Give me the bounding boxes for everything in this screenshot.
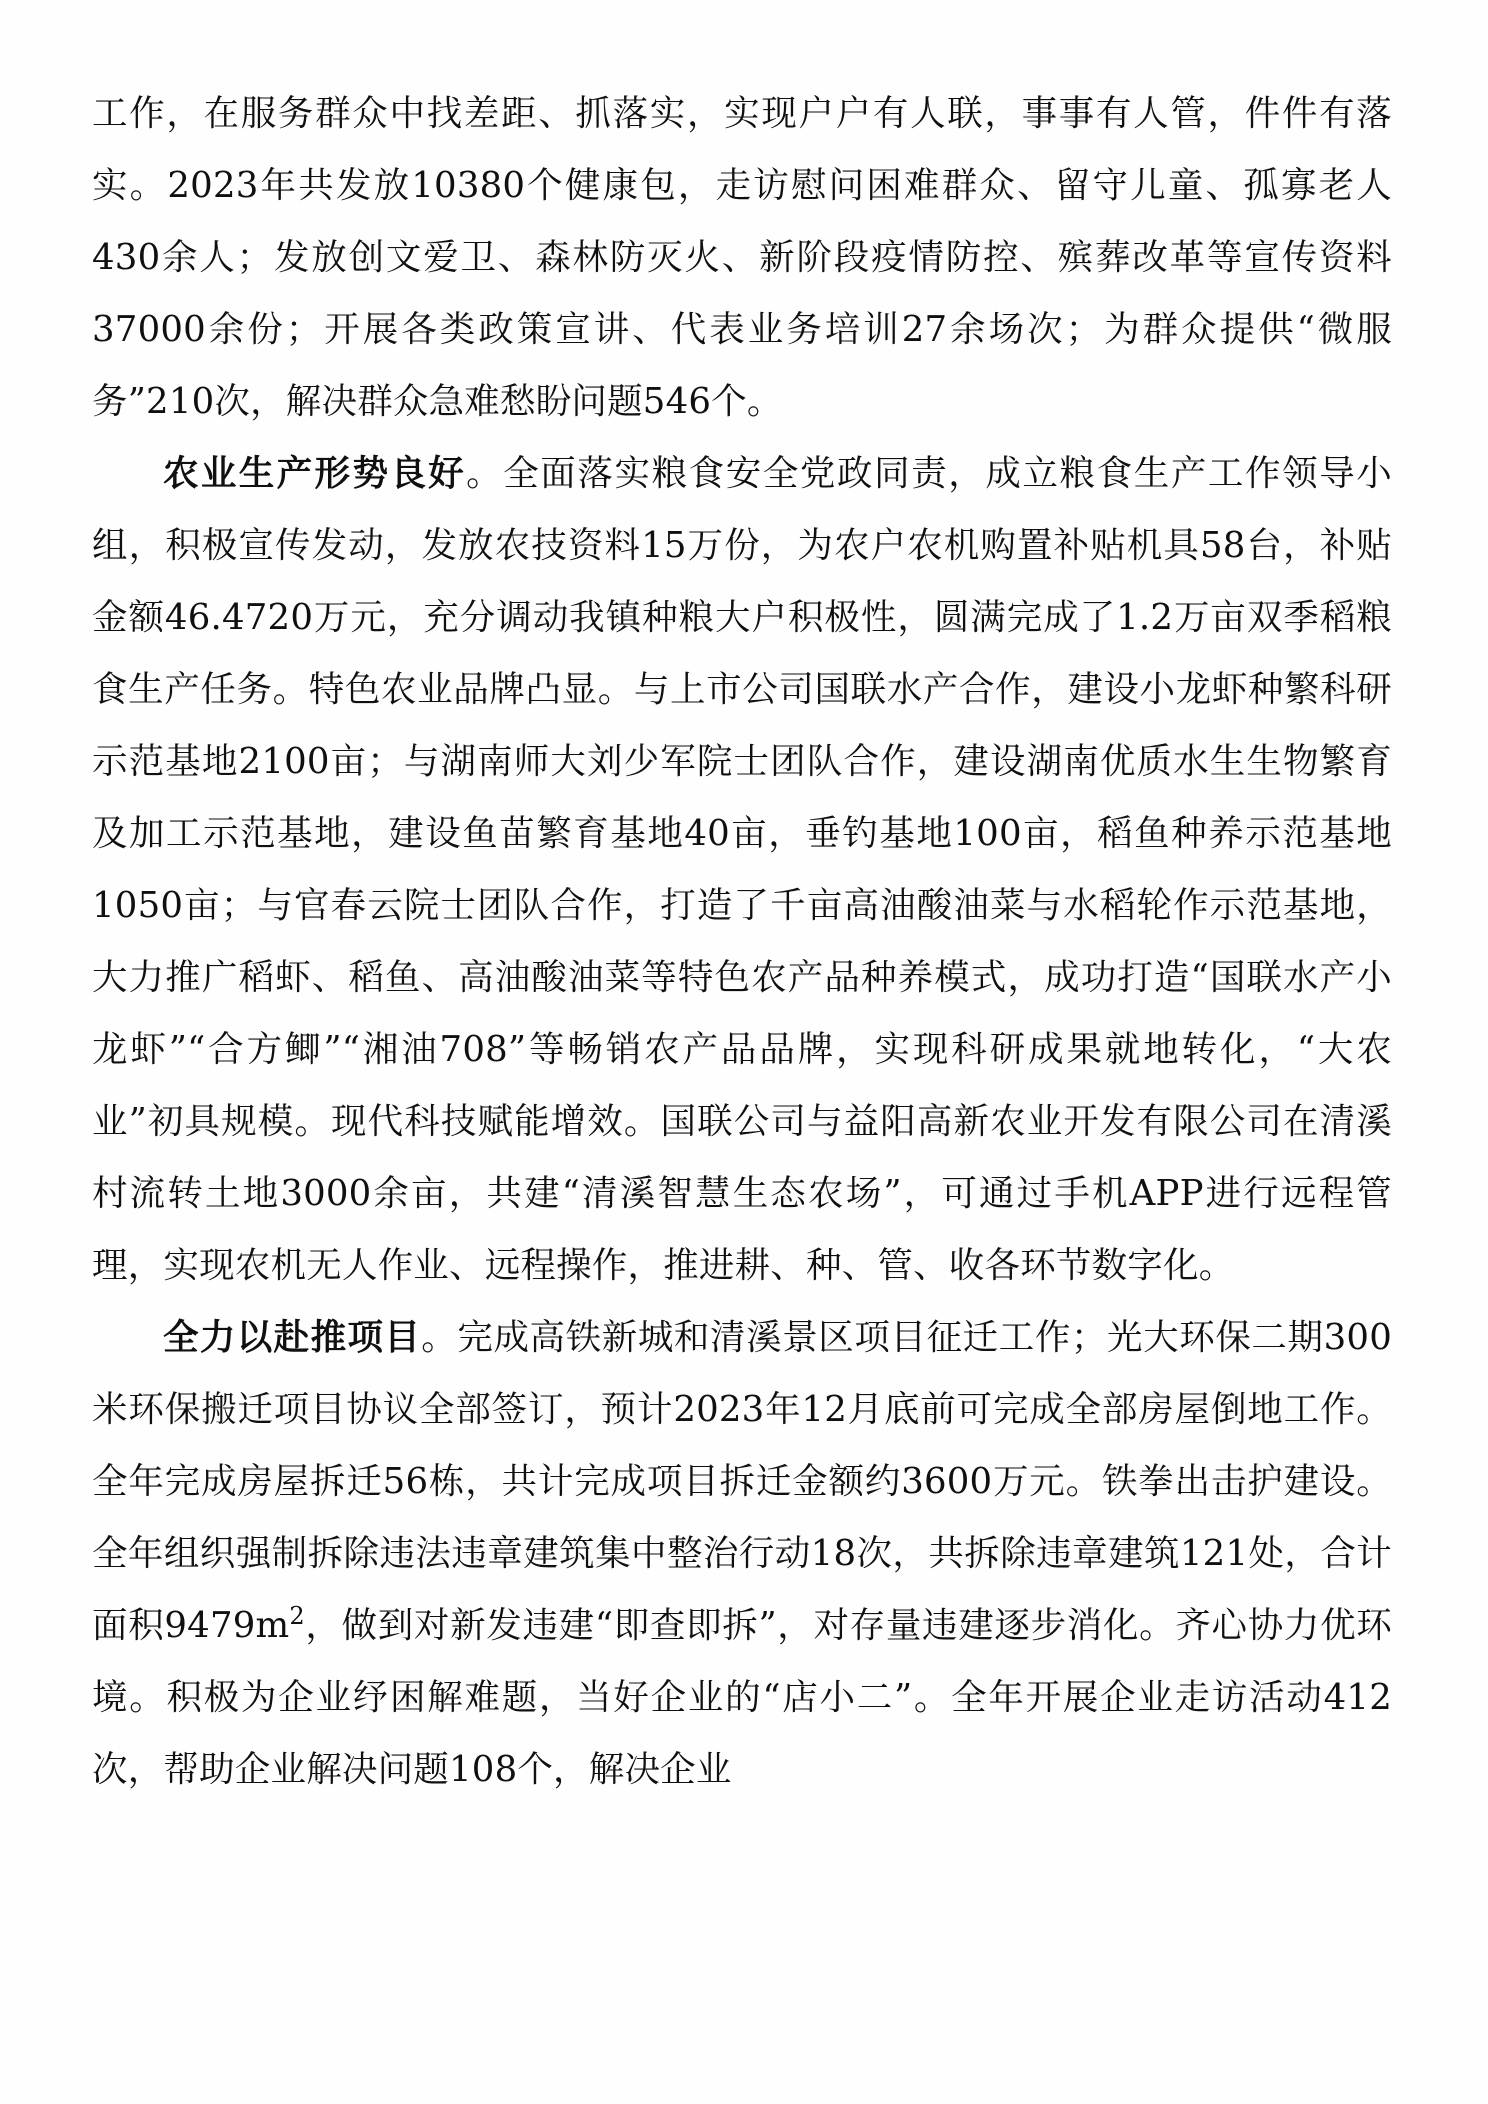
square-meter-superscript: 2	[289, 1602, 305, 1631]
paragraph-agriculture-heading: 农业生产形势良好	[163, 453, 467, 494]
paragraph-projects	[92, 1302, 1392, 1806]
paragraph-agriculture	[92, 438, 1392, 1302]
paragraph-projects-text-after-superscript: ，做到对新发违建“即查即拆”，对存量违建逐步消化。齐心协力优环境。积极为企业纾困解难题，当好企业的“店小二”。全年开展企业走访活动412次，帮助企业解决问题108个，解决企业	[92, 1605, 1392, 1790]
page-body	[92, 78, 1392, 1806]
paragraph-projects-text-before-superscript: 。完成高铁新城和清溪景区项目征迁工作；光大环保二期300米环保搬迁项目协议全部签订，预计2023年12月底前可完成全部房屋倒地工作。全年完成房屋拆迁56栋，共计完成项目拆迁金额约3600万元。铁拳出击护建设。全年组织强制拆除违法违章建筑集中整治行动18次，共拆除违章建筑121处，合计面积9479m	[92, 1317, 1392, 1646]
paragraph-projects-heading: 全力以赴推项目	[163, 1317, 422, 1358]
paragraph-agriculture-text: 。全面落实粮食安全党政同责，成立粮食生产工作领导小组，积极宣传发动，发放农技资料15万份，为农户农机购置补贴机具58台，补贴金额46.4720万元，充分调动我镇种粮大户积极性，圆满完成了1.2万亩双季稻粮食生产任务。特色农业品牌凸显。与上市公司国联水产合作，建设小龙虾种繁科研示范基地2100亩；与湖南师大刘少军院士团队合作，建设湖南优质水生生物繁育及加工示范基地，建设鱼苗繁育基地40亩，垂钓基地100亩，稻鱼种养示范基地1050亩；与官春云院士团队合作，打造了千亩高油酸油菜与水稻轮作示范基地，大力推广稻虾、稻鱼、高油酸油菜等特色农产品种养模式，成功打造“国联水产小龙虾”“合方鲫”“湘油708”等畅销农产品品牌，实现科研成果就地转化，“大农业”初具规模。现代科技赋能增效。国联公司与益阳高新农业开发有限公司在清溪村流转土地3000余亩，共建“清溪智慧生态农场”，可通过手机APP进行远程管理，实现农机无人作业、远程操作，推进耕、种、管、收各环节数字化。	[92, 453, 1392, 1286]
paragraph-continued: 工作，在服务群众中找差距、抓落实，实现户户有人联，事事有人管，件件有落实。2023年共发放10380个健康包，走访慰问困难群众、留守儿童、孤寡老人430余人；发放创文爱卫、森林防灭火、新阶段疫情防控、殡葬改革等宣传资料37000余份；开展各类政策宣讲、代表业务培训27余场次；为群众提供“微服务”210次，解决群众急难愁盼问题546个。	[92, 93, 1392, 422]
